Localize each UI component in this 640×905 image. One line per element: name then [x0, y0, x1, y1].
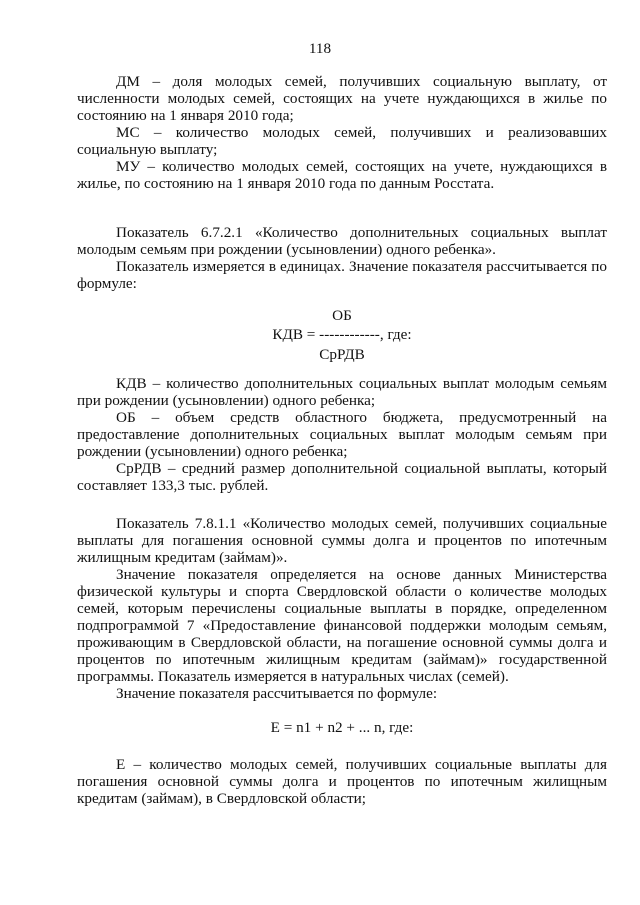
indicator-6-7-2-1-title: Показатель 6.7.2.1 «Количество дополнительных социальных выплат молодым семьям при рождении (усыновлении) одного ребенка». [77, 224, 607, 258]
definitions-block-2 [77, 375, 607, 494]
definition-kdv: КДВ – количество дополнительных социальных выплат молодым семьям при рождении (усыновлении) одного ребенка; [77, 375, 607, 409]
definition-mu: МУ – количество молодых семей, состоящих на учете, нуждающихся в жилье, по состоянию на 1 января 2010 года по данным Росстата. [77, 158, 607, 192]
formula-kdv-main: КДВ = ------------, где: [272, 326, 412, 343]
indicator-7-8-1-1-block [77, 515, 607, 702]
page-number: 118 [308, 40, 332, 57]
definitions-block-3 [77, 756, 607, 807]
formula-kdv [77, 307, 607, 363]
definition-ms: МС – количество молодых семей, получивших и реализовавших социальную выплату; [77, 124, 607, 158]
definition-dm: ДМ – доля молодых семей, получивших социальную выплату, от численности молодых семей, состоящих на учете нуждающихся в жилье по состоянию на 1 января 2010 года; [77, 73, 607, 124]
formula-kdv-denominator: СрРДВ [319, 346, 365, 363]
definitions-block-1 [77, 73, 607, 192]
definition-srrdv: СрРДВ – средний размер дополнительной социальной выплаты, который составляет 133,3 тыс. рублей. [77, 460, 607, 494]
definition-e: Е – количество молодых семей, получивших социальные выплаты для погашения основной суммы долга и процентов по ипотечным жилищным кредитам (займам), в Свердловской области; [77, 756, 607, 807]
formula-e-text: Е = n1 + n2 + ... n, где: [270, 719, 414, 736]
formula-kdv-numerator: ОБ [332, 307, 352, 324]
indicator-6-7-2-1-measure: Показатель измеряется в единицах. Значение показателя рассчитывается по формуле: [77, 258, 607, 292]
indicator-6-7-2-1-block [77, 224, 607, 292]
indicator-7-8-1-1-description: Значение показателя определяется на основе данных Министерства физической культуры и спорта Свердловской области о количестве молодых семей, которым перечислены социальные выплаты в порядке, определенном подпрограммой 7 «Предоставление финансовой поддержки молодым семьям, проживающим в Свердловской области, на погашение основной суммы долга и процентов по ипотечным жилищным кредитам (займам)» государственной программы. Показатель измеряется в натуральных числах (семей). [77, 566, 607, 685]
indicator-7-8-1-1-formula-intro: Значение показателя рассчитывается по формуле: [116, 685, 438, 702]
definition-ob: ОБ – объем средств областного бюджета, предусмотренный на предоставление дополнительных социальных выплат молодым семьям при рождении (усыновлении) одного ребенка; [77, 409, 607, 460]
formula-e [77, 719, 607, 736]
indicator-7-8-1-1-title: Показатель 7.8.1.1 «Количество молодых семей, получивших социальные выплаты для погашения основной суммы долга и процентов по ипотечным жилищным кредитам (займам)». [77, 515, 607, 566]
